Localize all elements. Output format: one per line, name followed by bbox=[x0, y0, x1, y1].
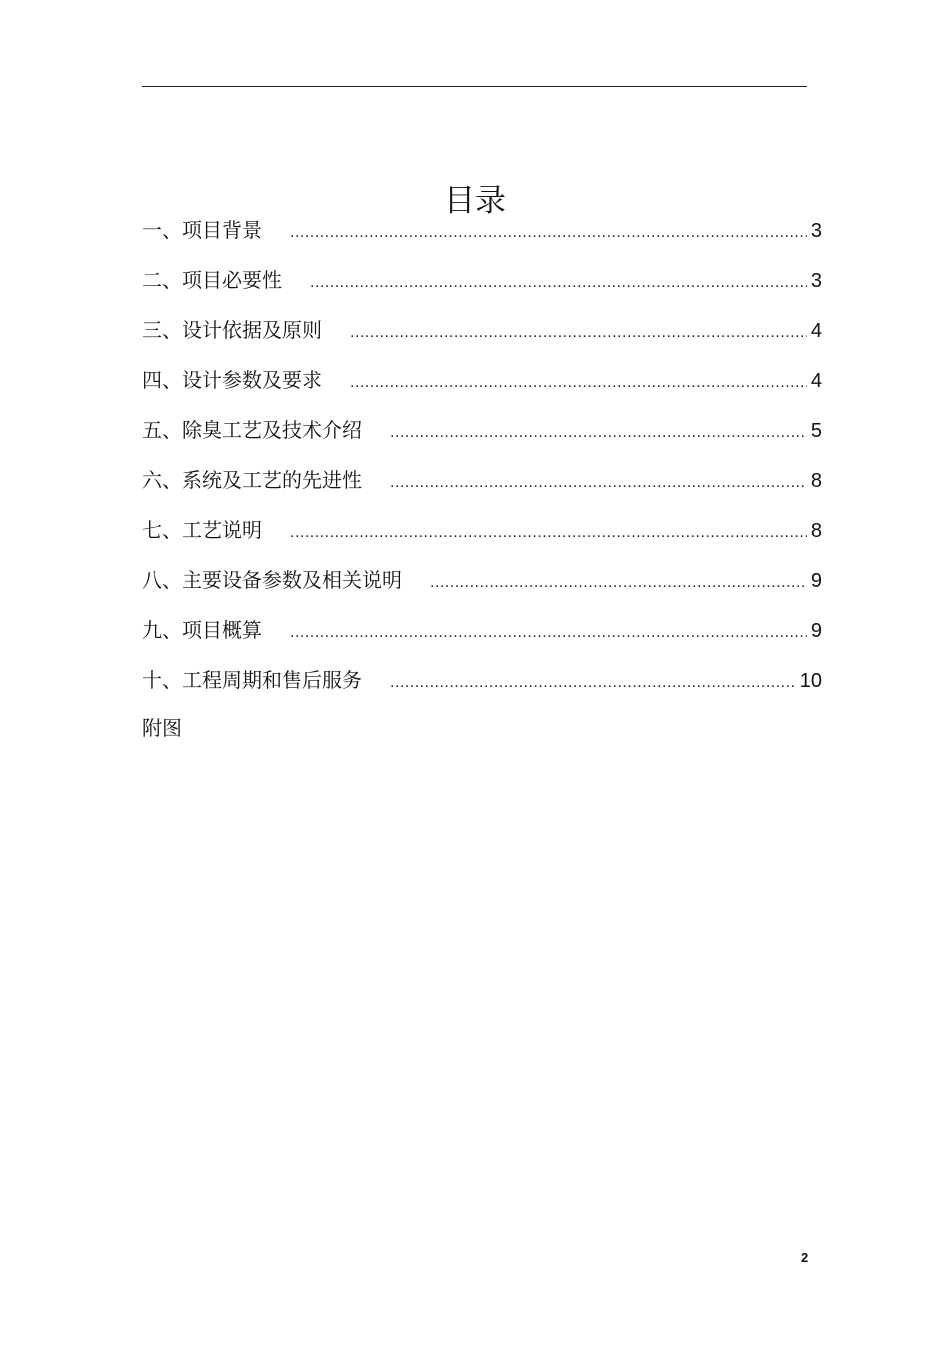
toc-entry[interactable] bbox=[142, 258, 822, 308]
toc-entry-page: 9 bbox=[810, 570, 822, 592]
toc-entry-label: 一、项目背景 bbox=[142, 218, 262, 242]
toc-dot-leader bbox=[390, 411, 807, 455]
toc-entry[interactable] bbox=[142, 308, 822, 358]
toc-entry-page: 10 bbox=[799, 670, 822, 692]
toc-entry[interactable] bbox=[142, 508, 822, 558]
toc-entry-label: 九、项目概算 bbox=[142, 618, 262, 642]
toc-entry-label: 二、项目必要性 bbox=[142, 268, 282, 292]
toc-entry-page: 8 bbox=[810, 520, 822, 542]
page-title: 目录 bbox=[444, 182, 506, 219]
toc-entry[interactable] bbox=[142, 208, 822, 258]
toc-entry[interactable] bbox=[142, 458, 822, 508]
toc-entry-page: 4 bbox=[810, 370, 822, 392]
toc-appendix[interactable]: 附图 bbox=[142, 716, 182, 740]
toc-dot-leader bbox=[290, 611, 807, 655]
toc-entry-page: 3 bbox=[810, 220, 822, 242]
toc-entry[interactable] bbox=[142, 408, 822, 458]
toc-entry-page: 5 bbox=[810, 420, 822, 442]
toc-entry[interactable] bbox=[142, 658, 822, 708]
toc-entry[interactable] bbox=[142, 558, 822, 608]
toc-entry-page: 3 bbox=[810, 270, 822, 292]
table-of-contents bbox=[142, 208, 822, 708]
toc-entry-label: 八、主要设备参数及相关说明 bbox=[142, 568, 402, 592]
toc-entry-page: 9 bbox=[810, 620, 822, 642]
toc-dot-leader bbox=[350, 311, 807, 355]
toc-dot-leader bbox=[290, 511, 807, 555]
toc-entry-label: 七、工艺说明 bbox=[142, 518, 262, 542]
toc-entry-page: 4 bbox=[810, 320, 822, 342]
toc-entry-label: 四、设计参数及要求 bbox=[142, 368, 322, 392]
toc-dot-leader bbox=[310, 261, 807, 305]
header-rule bbox=[142, 86, 807, 87]
toc-entry-label: 十、工程周期和售后服务 bbox=[142, 668, 362, 692]
toc-entry[interactable] bbox=[142, 608, 822, 658]
toc-dot-leader bbox=[290, 211, 807, 255]
toc-entry-label: 三、设计依据及原则 bbox=[142, 318, 322, 342]
toc-entry-page: 8 bbox=[810, 470, 822, 492]
page-number: 2 bbox=[801, 1250, 809, 1265]
toc-entry[interactable] bbox=[142, 358, 822, 408]
toc-entry-label: 五、除臭工艺及技术介绍 bbox=[142, 418, 362, 442]
toc-dot-leader bbox=[390, 461, 807, 505]
toc-entry-label: 六、系统及工艺的先进性 bbox=[142, 468, 362, 492]
toc-dot-leader bbox=[350, 361, 807, 405]
toc-dot-leader bbox=[430, 561, 807, 605]
toc-dot-leader bbox=[390, 661, 796, 705]
